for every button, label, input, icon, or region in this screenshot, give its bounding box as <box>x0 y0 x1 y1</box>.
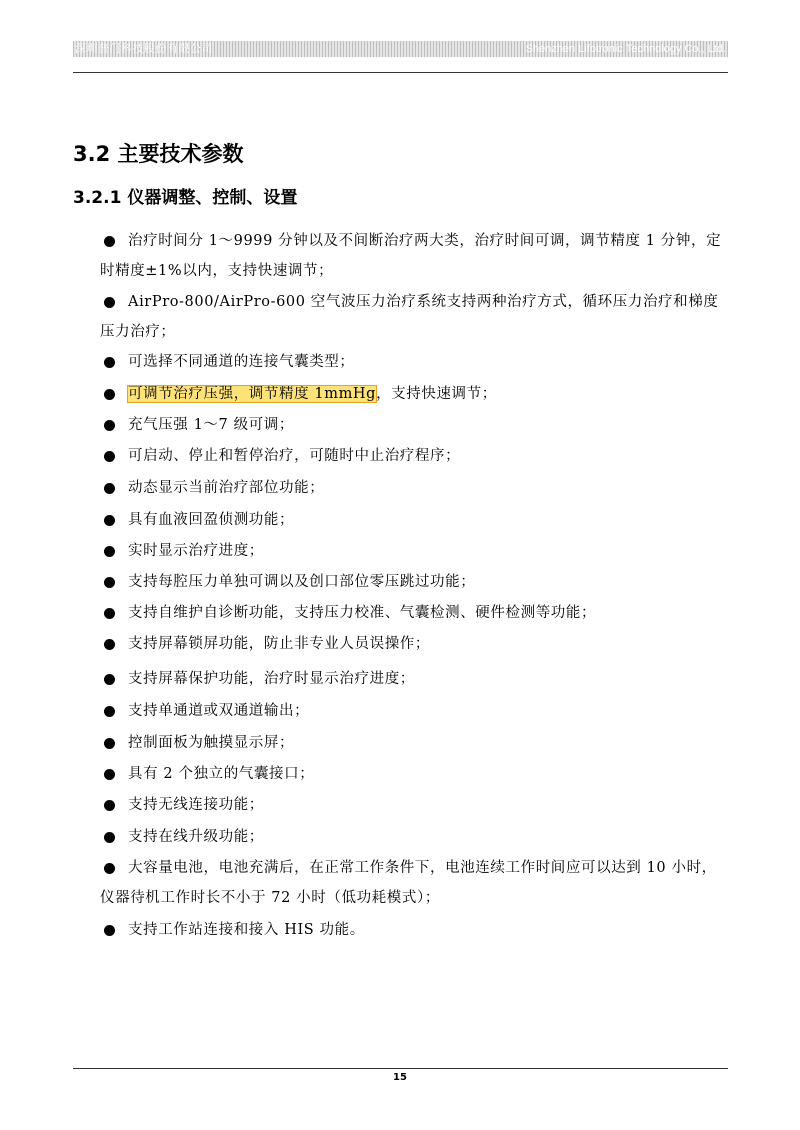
list-item <box>100 853 728 913</box>
list-item <box>100 822 728 852</box>
list-item <box>100 226 728 286</box>
bullet-icon <box>104 577 115 588</box>
section-title: 3.2 主要技术参数 <box>73 142 244 166</box>
bullet-icon <box>104 297 115 308</box>
list-item-text: 支持屏幕保护功能，治疗时显示治疗进度； <box>128 671 415 687</box>
bullet-icon <box>104 674 115 685</box>
list-item-text: 具有血液回盈侦测功能； <box>128 512 295 528</box>
bullet-icon <box>104 863 115 874</box>
bullet-icon <box>104 515 115 526</box>
list-item-text-rest: ，支持快速调节； <box>376 386 497 402</box>
list-item <box>100 347 728 377</box>
list-item <box>100 567 728 597</box>
bullet-icon <box>104 546 115 557</box>
bullet-icon <box>104 389 115 400</box>
list-item <box>100 598 728 628</box>
list-item-text: 支持无线连接功能； <box>128 797 264 813</box>
highlighted-text[interactable]: 可调节治疗压强，调节精度 1mmHg <box>128 386 377 402</box>
list-item <box>100 728 728 758</box>
bullet-icon <box>104 832 115 843</box>
header-company-en: Shenzhen Lifotronic Technology Co., Ltd. <box>525 43 726 55</box>
list-item <box>100 696 728 726</box>
list-item <box>100 536 728 566</box>
list-item-text: 支持自维护自诊断功能，支持压力校准、气囊检测、硬件检测等功能； <box>128 605 597 621</box>
header-divider <box>73 72 728 73</box>
bullet-icon <box>104 236 115 247</box>
list-item-text: 支持工作站连接和接入 HIS 功能。 <box>128 922 365 938</box>
list-item-text: 可启动、停止和暂停治疗，可随时中止治疗程序； <box>128 448 461 464</box>
list-item <box>100 379 728 409</box>
bullet-icon <box>104 706 115 717</box>
list-item-text <box>100 379 728 409</box>
list-item <box>100 915 728 945</box>
bullet-icon <box>104 925 115 936</box>
subsection-title: 3.2.1 仪器调整、控制、设置 <box>73 188 298 208</box>
list-item-text: 大容量电池，电池充满后，在正常工作条件下，电池连续工作时间应可以达到 10 小时，仪器待机工作时长不小于 72 小时（低功耗模式）； <box>100 860 717 906</box>
list-item <box>100 441 728 471</box>
list-item-text: 治疗时间分 1～9999 分钟以及不间断治疗两大类，治疗时间可调，调节精度 1 分钟，定时精度±1%以内，支持快速调节； <box>100 233 722 279</box>
list-item <box>100 505 728 535</box>
list-item-text: 控制面板为触摸显示屏； <box>128 735 295 751</box>
list-item-text: 支持单通道或双通道输出； <box>128 703 310 719</box>
page-number: 15 <box>393 1072 407 1083</box>
list-item-text: 支持在线升级功能； <box>128 829 264 845</box>
list-item-text: 动态显示当前治疗部位功能； <box>128 480 325 496</box>
list-item <box>100 410 728 440</box>
bullet-icon <box>104 769 115 780</box>
footer-divider <box>73 1068 728 1069</box>
bullet-icon <box>104 420 115 431</box>
bullet-icon <box>104 639 115 650</box>
list-item-text: 支持每腔压力单独可调以及创口部位零压跳过功能； <box>128 574 476 590</box>
list-item <box>100 629 728 659</box>
header-company-cn: 深圳普门科技股份有限公司 <box>75 42 213 55</box>
list-item <box>100 790 728 820</box>
list-item-text: AirPro-800/AirPro-600 空气波压力治疗系统支持两种治疗方式，循环压力治疗和梯度压力治疗； <box>100 294 719 340</box>
list-item <box>100 287 728 347</box>
bullet-icon <box>104 738 115 749</box>
list-item-text: 可选择不同通道的连接气囊类型； <box>128 354 355 370</box>
list-item <box>100 473 728 503</box>
bullet-icon <box>104 357 115 368</box>
list-item-text: 具有 2 个独立的气囊接口； <box>128 766 315 782</box>
list-item <box>100 664 728 694</box>
bullet-icon <box>104 451 115 462</box>
bullet-icon <box>104 483 115 494</box>
list-item-text: 充气压强 1～7 级可调； <box>128 417 294 433</box>
bullet-icon <box>104 608 115 619</box>
list-item-text: 实时显示治疗进度； <box>128 543 264 559</box>
list-item-text: 支持屏幕锁屏功能，防止非专业人员误操作； <box>128 636 430 652</box>
list-item <box>100 759 728 789</box>
bullet-icon <box>104 800 115 811</box>
